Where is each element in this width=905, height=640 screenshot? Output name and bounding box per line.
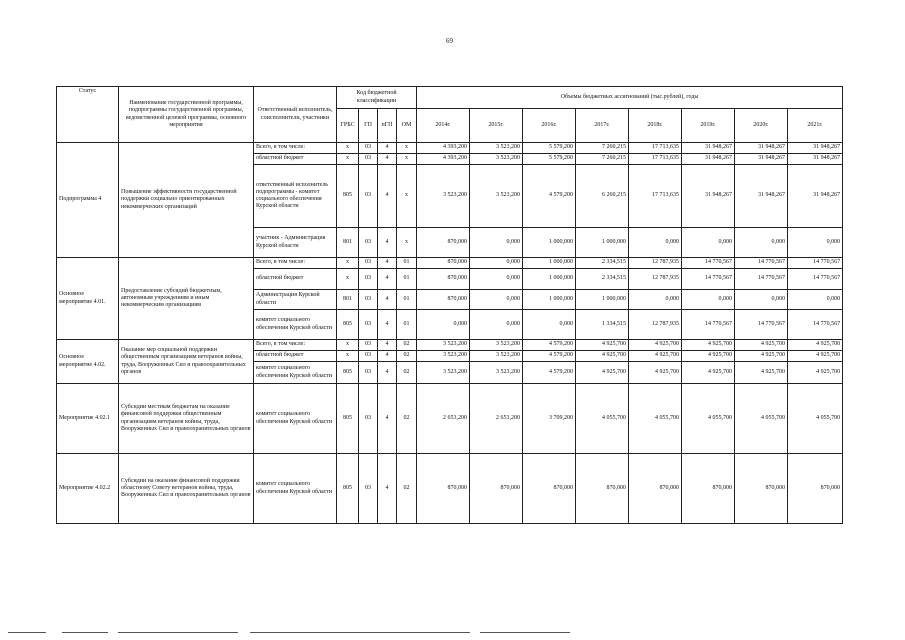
value-cell: 4 925,700 (735, 351, 788, 362)
value-cell: 31 948,267 (682, 154, 735, 165)
value-cell: 4 055,700 (682, 384, 735, 454)
value-cell: 31 948,267 (735, 143, 788, 154)
responsible-cell: комитет социального обеспечения Курской области (254, 454, 337, 524)
value-cell: 4 925,700 (576, 351, 629, 362)
value-cell: 4 925,700 (629, 340, 682, 351)
value-cell: 3 523,200 (470, 351, 523, 362)
responsible-cell: комитет социального обеспечения Курской области (254, 362, 337, 384)
section-status: Мероприятие 4.02.2 (57, 454, 119, 524)
value-cell: 0,000 (470, 290, 523, 310)
code-cell: 4 (378, 290, 397, 310)
code-cell: 03 (359, 165, 378, 228)
code-cell: x (337, 258, 359, 269)
value-cell: 4 579,200 (523, 165, 576, 228)
budget-table (56, 86, 843, 524)
value-cell: 4 055,700 (788, 384, 843, 454)
header-code-col: пГП (378, 109, 397, 143)
value-cell: 3 523,200 (470, 143, 523, 154)
value-cell: 3 523,200 (417, 165, 470, 228)
value-cell: 1 334,515 (576, 310, 629, 340)
code-cell: 4 (378, 362, 397, 384)
header-year: 2018г. (629, 109, 682, 143)
value-cell: 6 260,215 (576, 165, 629, 228)
value-cell: 4 925,700 (788, 351, 843, 362)
code-cell: 805 (337, 384, 359, 454)
value-cell: 4 055,700 (629, 384, 682, 454)
header-year: 2021г. (788, 109, 843, 143)
code-cell: x (397, 165, 417, 228)
code-cell: 801 (337, 290, 359, 310)
value-cell: 31 948,267 (735, 154, 788, 165)
code-cell: 805 (337, 454, 359, 524)
header-budget-code: Код бюджетной классификации (337, 87, 417, 109)
table-row (57, 143, 843, 154)
code-cell: 4 (378, 228, 397, 258)
header-code-col: ОМ (397, 109, 417, 143)
value-cell: 870,000 (576, 454, 629, 524)
value-cell: 14 770,567 (788, 310, 843, 340)
value-cell: 4 925,700 (788, 362, 843, 384)
value-cell: 0,000 (788, 290, 843, 310)
value-cell: 3 523,200 (470, 154, 523, 165)
value-cell: 31 948,267 (788, 165, 843, 228)
responsible-cell: Всего, в том числе: (254, 143, 337, 154)
header-status: Статус (57, 87, 119, 143)
code-cell: 4 (378, 258, 397, 269)
value-cell: 870,000 (629, 454, 682, 524)
value-cell: 3 523,200 (417, 362, 470, 384)
value-cell: 14 770,567 (735, 258, 788, 269)
code-cell: x (337, 143, 359, 154)
code-cell: 03 (359, 362, 378, 384)
page-edge-line (8, 632, 46, 633)
code-cell: 01 (397, 269, 417, 290)
code-cell: 01 (397, 258, 417, 269)
value-cell: 1 000,000 (523, 258, 576, 269)
value-cell: 870,000 (470, 454, 523, 524)
value-cell: 14 770,567 (735, 310, 788, 340)
value-cell: 4 925,700 (576, 362, 629, 384)
page-edge-line (62, 632, 108, 633)
responsible-cell: областной бюджет (254, 269, 337, 290)
table-body (57, 143, 843, 524)
value-cell: 3 523,200 (417, 340, 470, 351)
value-cell: 31 948,267 (682, 165, 735, 228)
header-year: 2014г. (417, 109, 470, 143)
value-cell: 4 579,200 (523, 351, 576, 362)
section-name: Субсидии местным бюджетам на оказание финансовой поддержки общественным организациям ветеранов войны, труда, Вооруженных Сил и правоохранительных органов (119, 384, 254, 454)
header-year: 2015г. (470, 109, 523, 143)
value-cell: 1 000,000 (523, 269, 576, 290)
value-cell: 4 925,700 (629, 351, 682, 362)
value-cell: 31 948,267 (682, 143, 735, 154)
value-cell: 4 055,700 (735, 384, 788, 454)
value-cell: 3 709,200 (523, 384, 576, 454)
code-cell: 01 (397, 290, 417, 310)
section-name: Субсидии на оказание финансовой поддержки областному Совету ветеранов войны, труда, Вооруженных Сил и правоохранительных органов (119, 454, 254, 524)
value-cell: 4 925,700 (682, 340, 735, 351)
header-volumes: Объемы бюджетных ассигнований (тыс.рублей), годы (417, 87, 843, 109)
code-cell: 4 (378, 351, 397, 362)
value-cell: 1 000,000 (576, 290, 629, 310)
value-cell: 0,000 (470, 228, 523, 258)
code-cell: x (337, 340, 359, 351)
responsible-cell: комитет социального обеспечения Курской области (254, 310, 337, 340)
value-cell: 4 925,700 (788, 340, 843, 351)
value-cell: 31 948,267 (735, 165, 788, 228)
header-year: 2019г. (682, 109, 735, 143)
responsible-cell: областной бюджет (254, 154, 337, 165)
header-name: Наименование государственной программы, подпрограммы государственной программы, ведомственной целевой программы, основного мероприятия (119, 87, 254, 143)
code-cell: x (337, 269, 359, 290)
value-cell: 4 579,200 (523, 362, 576, 384)
value-cell: 0,000 (682, 290, 735, 310)
value-cell: 0,000 (470, 310, 523, 340)
value-cell: 14 770,567 (682, 258, 735, 269)
value-cell: 4 925,700 (735, 362, 788, 384)
value-cell: 2 334,515 (576, 258, 629, 269)
value-cell: 5 579,200 (523, 154, 576, 165)
value-cell: 870,000 (417, 454, 470, 524)
responsible-cell: Всего, в том числе: (254, 258, 337, 269)
value-cell: 14 770,567 (788, 258, 843, 269)
value-cell: 31 948,267 (788, 143, 843, 154)
value-cell: 870,000 (417, 258, 470, 269)
value-cell: 3 523,200 (470, 165, 523, 228)
responsible-cell: ответственный исполнитель подпрограммы - комитет социального обеспечения Курской области (254, 165, 337, 228)
value-cell: 17 713,635 (629, 165, 682, 228)
code-cell: 4 (378, 154, 397, 165)
value-cell: 870,000 (735, 454, 788, 524)
header-code-col: ГРБС (337, 109, 359, 143)
value-cell: 2 653,200 (417, 384, 470, 454)
section-name: Предоставление субсидий бюджетным, автономным учреждениям и иным некоммерческим организациям (119, 258, 254, 340)
code-cell: 02 (397, 454, 417, 524)
code-cell: 03 (359, 228, 378, 258)
table-row (57, 258, 843, 269)
code-cell: 4 (378, 143, 397, 154)
section-status: Основное мероприятие 4.02. (57, 340, 119, 384)
table-header (57, 87, 843, 143)
code-cell: 03 (359, 454, 378, 524)
value-cell: 0,000 (788, 228, 843, 258)
value-cell: 3 523,200 (470, 362, 523, 384)
code-cell: 02 (397, 340, 417, 351)
section-name: Повышение эффективности государственной поддержки социально ориентированных некоммерческих организаций (119, 143, 254, 258)
responsible-cell: Администрация Курской области (254, 290, 337, 310)
responsible-cell: Всего, в том числе: (254, 340, 337, 351)
code-cell: 4 (378, 165, 397, 228)
value-cell: 0,000 (682, 228, 735, 258)
value-cell: 0,000 (629, 228, 682, 258)
responsible-cell: областной бюджет (254, 351, 337, 362)
code-cell: 02 (397, 384, 417, 454)
value-cell: 0,000 (523, 310, 576, 340)
section-status: Подпрограмма 4 (57, 143, 119, 258)
section-status: Основное мероприятие 4.01. (57, 258, 119, 340)
page-number: 69 (446, 37, 453, 45)
value-cell: 4 925,700 (576, 340, 629, 351)
value-cell: 0,000 (417, 310, 470, 340)
value-cell: 4 055,700 (576, 384, 629, 454)
value-cell: 14 770,567 (735, 269, 788, 290)
responsible-cell: комитет социального обеспечения Курской области (254, 384, 337, 454)
responsible-cell: участник - Администрация Курской области (254, 228, 337, 258)
code-cell: 02 (397, 362, 417, 384)
header-year: 2017г. (576, 109, 629, 143)
code-cell: 03 (359, 154, 378, 165)
value-cell: 870,000 (523, 454, 576, 524)
code-cell: 801 (337, 228, 359, 258)
value-cell: 5 579,200 (523, 143, 576, 154)
value-cell: 4 393,200 (417, 154, 470, 165)
code-cell: x (337, 154, 359, 165)
value-cell: 4 393,200 (417, 143, 470, 154)
value-cell: 870,000 (417, 269, 470, 290)
page-edge-line (118, 632, 238, 633)
header-year: 2020г. (735, 109, 788, 143)
value-cell: 1 000,000 (523, 290, 576, 310)
value-cell: 870,000 (417, 228, 470, 258)
value-cell: 2 653,200 (470, 384, 523, 454)
table-row (57, 454, 843, 524)
code-cell: 4 (378, 310, 397, 340)
value-cell: 4 925,700 (682, 362, 735, 384)
value-cell: 12 787,935 (629, 310, 682, 340)
code-cell: 03 (359, 258, 378, 269)
value-cell: 14 770,567 (682, 269, 735, 290)
table-row (57, 384, 843, 454)
value-cell: 17 713,635 (629, 143, 682, 154)
value-cell: 14 770,567 (682, 310, 735, 340)
value-cell: 870,000 (417, 290, 470, 310)
section-status: Мероприятие 4.02.1 (57, 384, 119, 454)
code-cell: 805 (337, 165, 359, 228)
value-cell: 0,000 (735, 228, 788, 258)
value-cell: 870,000 (682, 454, 735, 524)
code-cell: 03 (359, 269, 378, 290)
value-cell: 7 260,215 (576, 143, 629, 154)
value-cell: 2 334,515 (576, 269, 629, 290)
value-cell: 1 000,000 (523, 228, 576, 258)
value-cell: 31 948,267 (788, 154, 843, 165)
page-edge-line (250, 632, 470, 633)
value-cell: 7 260,215 (576, 154, 629, 165)
value-cell: 4 925,700 (682, 351, 735, 362)
table-row (57, 340, 843, 351)
value-cell: 0,000 (470, 269, 523, 290)
value-cell: 4 925,700 (735, 340, 788, 351)
header-code-col: ГП (359, 109, 378, 143)
page-edge-line (480, 632, 570, 633)
value-cell: 12 787,935 (629, 269, 682, 290)
value-cell: 4 579,200 (523, 340, 576, 351)
header-responsible: Ответственный исполнитель, соисполнители, участники (254, 87, 337, 143)
code-cell: 03 (359, 143, 378, 154)
value-cell: 14 770,567 (788, 269, 843, 290)
value-cell: 4 925,700 (629, 362, 682, 384)
code-cell: 4 (378, 340, 397, 351)
code-cell: x (397, 154, 417, 165)
value-cell: 17 713,635 (629, 154, 682, 165)
value-cell: 1 000,000 (576, 228, 629, 258)
code-cell: x (337, 351, 359, 362)
code-cell: 03 (359, 384, 378, 454)
code-cell: 4 (378, 269, 397, 290)
code-cell: 01 (397, 310, 417, 340)
value-cell: 0,000 (470, 258, 523, 269)
value-cell: 3 523,200 (470, 340, 523, 351)
section-name: Оказание мер социальной поддержки общественным организациям ветеранов войны, труда, Вооруженных Сил и правоохранительных органов (119, 340, 254, 384)
value-cell: 12 787,935 (629, 258, 682, 269)
code-cell: 4 (378, 454, 397, 524)
code-cell: 03 (359, 340, 378, 351)
value-cell: 3 523,200 (417, 351, 470, 362)
code-cell: 4 (378, 384, 397, 454)
code-cell: 03 (359, 310, 378, 340)
header-year: 2016г. (523, 109, 576, 143)
code-cell: 805 (337, 310, 359, 340)
code-cell: 03 (359, 290, 378, 310)
value-cell: 0,000 (735, 290, 788, 310)
code-cell: x (397, 143, 417, 154)
code-cell: 02 (397, 351, 417, 362)
code-cell: 03 (359, 351, 378, 362)
value-cell: 870,000 (788, 454, 843, 524)
code-cell: 805 (337, 362, 359, 384)
value-cell: 0,000 (629, 290, 682, 310)
code-cell: x (397, 228, 417, 258)
